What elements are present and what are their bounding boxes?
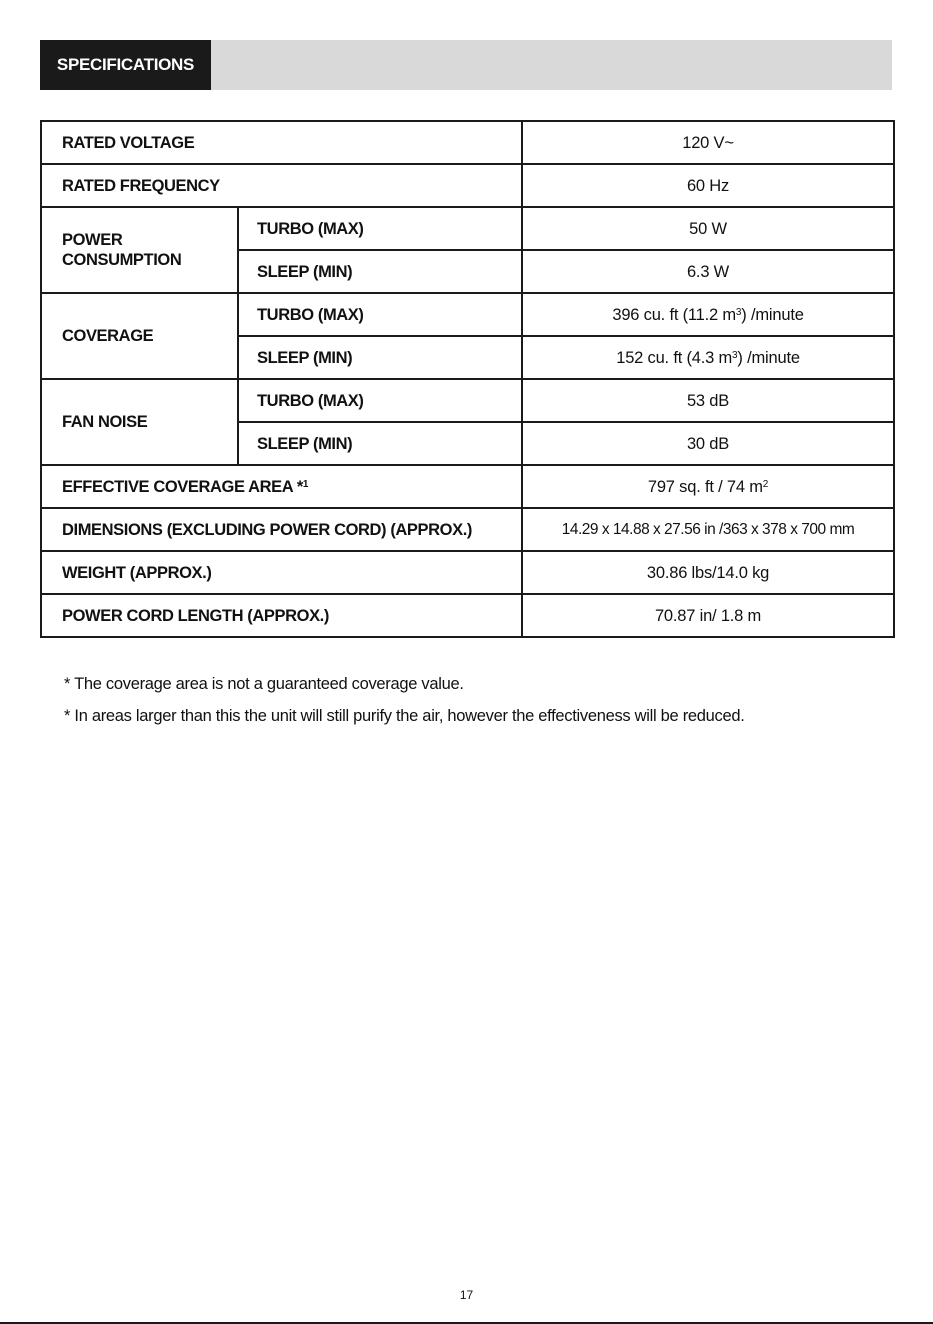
spec-label: WEIGHT (APPROX.) (41, 551, 522, 594)
table-row (41, 465, 894, 508)
value-text: ) /minute (741, 305, 804, 324)
footnotes (64, 672, 745, 736)
table-row (41, 594, 894, 637)
spec-label: COVERAGE (41, 293, 238, 379)
label-line: CONSUMPTION (62, 251, 182, 269)
table-row (41, 551, 894, 594)
table-row (41, 121, 894, 164)
spec-sublabel: TURBO (MAX) (238, 293, 522, 336)
specifications-table (40, 120, 895, 638)
label-text: EFFECTIVE COVERAGE AREA * (62, 477, 303, 496)
spec-sublabel: SLEEP (MIN) (238, 336, 522, 379)
spec-value: 30.86 lbs/14.0 kg (522, 551, 894, 594)
table-row (41, 164, 894, 207)
spec-sublabel: SLEEP (MIN) (238, 250, 522, 293)
spec-label-power-consumption (41, 207, 238, 293)
spec-value: 53 dB (522, 379, 894, 422)
superscript: 1 (302, 478, 309, 490)
spec-label: FAN NOISE (41, 379, 238, 465)
spec-label: POWER CORD LENGTH (APPROX.) (41, 594, 522, 637)
label-line: POWER (62, 231, 123, 249)
spec-value (522, 293, 894, 336)
spec-sublabel: TURBO (MAX) (238, 207, 522, 250)
section-title: SPECIFICATIONS (40, 40, 211, 90)
table-row (41, 293, 894, 336)
spec-value: 70.87 in/ 1.8 m (522, 594, 894, 637)
spec-sublabel: SLEEP (MIN) (238, 422, 522, 465)
spec-value (522, 465, 894, 508)
footnote: * In areas larger than this the unit will still purify the air, however the effectiveness will be reduced. (64, 707, 745, 725)
spec-value: 30 dB (522, 422, 894, 465)
spec-value: 50 W (522, 207, 894, 250)
spec-label (41, 465, 522, 508)
superscript: 2 (762, 478, 769, 490)
table-row (41, 508, 894, 551)
spec-label: RATED FREQUENCY (41, 164, 522, 207)
superscript: 3 (732, 349, 738, 361)
value-text: ) /minute (737, 348, 800, 367)
spec-value: 14.29 x 14.88 x 27.56 in /363 x 378 x 700 mm (522, 508, 894, 551)
superscript: 3 (735, 306, 742, 318)
spec-value (522, 336, 894, 379)
spec-label: DIMENSIONS (EXCLUDING POWER CORD) (APPROX.) (41, 508, 522, 551)
spec-sublabel: TURBO (MAX) (238, 379, 522, 422)
spec-value: 6.3 W (522, 250, 894, 293)
spec-label: RATED VOLTAGE (41, 121, 522, 164)
value-text: 396 cu. ft (11.2 m (612, 305, 736, 324)
footnote: * The coverage area is not a guaranteed coverage value. (64, 675, 464, 693)
page-number: 17 (459, 1288, 474, 1302)
table-row (41, 379, 894, 422)
spec-value: 120 V~ (522, 121, 894, 164)
section-header-bar (40, 40, 892, 90)
value-text: 797 sq. ft / 74 m (647, 477, 763, 496)
table-row (41, 207, 894, 250)
value-text: 152 cu. ft (4.3 m (616, 348, 733, 367)
spec-value: 60 Hz (522, 164, 894, 207)
